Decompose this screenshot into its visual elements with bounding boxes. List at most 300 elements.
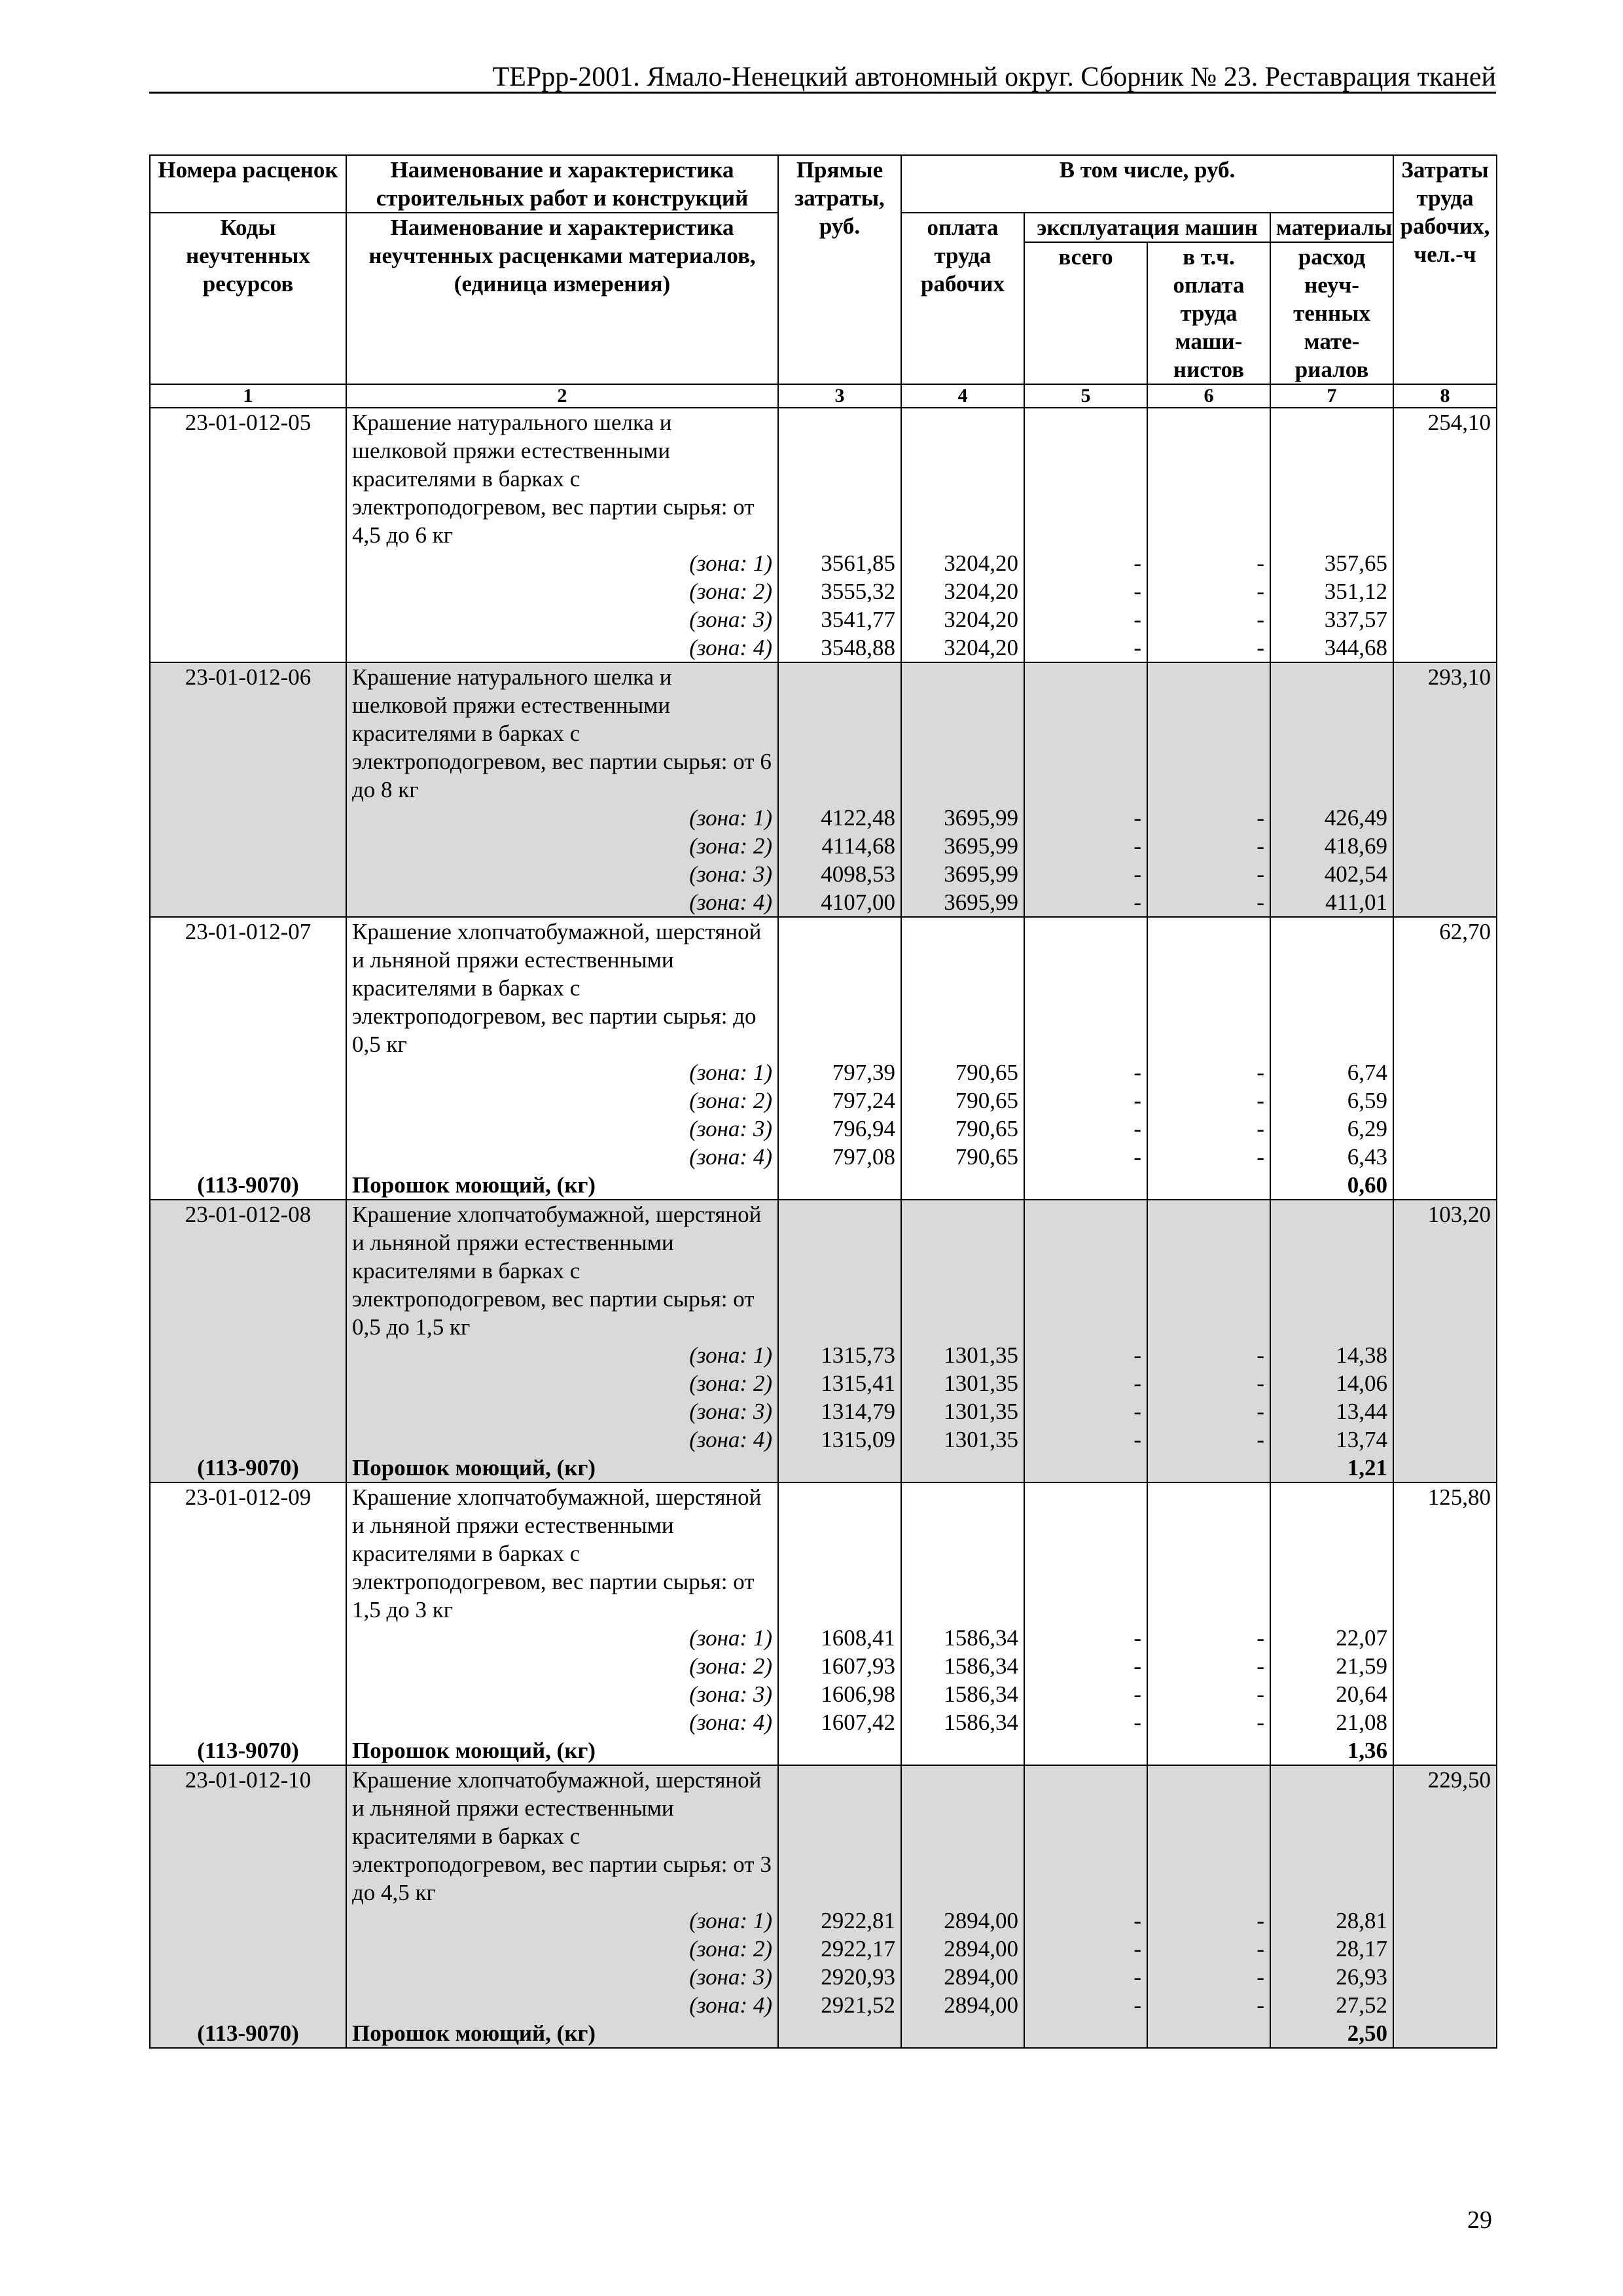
empty-cell — [778, 1454, 901, 1482]
machine-cost: - — [1024, 1991, 1147, 2019]
empty-cell — [1024, 408, 1147, 549]
wage-cost: 1586,34 — [901, 1708, 1024, 1736]
rate-description: Крашение хлопчатобумажной, шерстяной и льняной пряжи естественными красителями в барках с электроподогревом, вес партии сырья: от 1,5 до 3 кг — [346, 1482, 778, 1624]
zone-label: (зона: 4) — [346, 1426, 778, 1454]
rate-description: Крашение хлопчатобумажной, шерстяной и льняной пряжи естественными красителями в барках с электроподогревом, вес партии сырья: от 0,5 до 1,5 кг — [346, 1200, 778, 1341]
zone-label: (зона: 4) — [346, 1708, 778, 1736]
direct-cost: 1315,41 — [778, 1369, 901, 1397]
materials-cost: 426,49 — [1270, 804, 1393, 832]
zone-row — [150, 549, 1497, 577]
empty-cell — [778, 2019, 901, 2048]
empty-cell — [150, 1369, 346, 1397]
machinist-wage: - — [1147, 1991, 1270, 2019]
rate-code: 23-01-012-08 — [150, 1200, 346, 1341]
rate-row — [150, 408, 1497, 549]
zone-label: (зона: 2) — [346, 1086, 778, 1115]
col7-header: расход неуч- тенных мате- риалов — [1270, 242, 1393, 384]
page-header-title: ТЕРрр-2001. Ямало-Ненецкий автономный округ. Сборник № 23. Реставрация тканей — [492, 62, 1496, 92]
materials-header: материалы — [1270, 213, 1393, 242]
empty-cell — [778, 1171, 901, 1200]
col-number: 1 — [150, 384, 346, 408]
machine-cost: - — [1024, 888, 1147, 917]
empty-cell — [150, 1426, 346, 1454]
rate-row — [150, 1765, 1497, 1907]
empty-cell — [150, 804, 346, 832]
rate-row — [150, 1200, 1497, 1341]
direct-cost: 4114,68 — [778, 832, 901, 860]
zone-row — [150, 888, 1497, 917]
empty-cell — [150, 1907, 346, 1935]
empty-cell — [901, 917, 1024, 1058]
labor-hours: 254,10 — [1393, 408, 1497, 662]
machinist-wage: - — [1147, 1115, 1270, 1143]
machine-cost: - — [1024, 804, 1147, 832]
empty-cell — [1270, 917, 1393, 1058]
machine-cost: - — [1024, 1624, 1147, 1652]
rate-code: 23-01-012-06 — [150, 662, 346, 804]
machine-cost: - — [1024, 1369, 1147, 1397]
col4-header: оплата труда рабочих — [901, 213, 1024, 384]
header-rule — [149, 92, 1496, 94]
empty-cell — [150, 1624, 346, 1652]
zone-label: (зона: 1) — [346, 804, 778, 832]
resource-qty: 0,60 — [1270, 1171, 1393, 1200]
empty-cell — [1270, 662, 1393, 804]
resource-code: (113-9070) — [150, 2019, 346, 2048]
empty-cell — [150, 1963, 346, 1991]
col8-header: Затраты труда рабочих, чел.-ч — [1393, 155, 1497, 384]
table-header — [150, 155, 1497, 408]
col2-top-header: Наименование и характеристика строительных работ и конструкций — [346, 155, 778, 213]
col-number: 5 — [1024, 384, 1147, 408]
wage-cost: 3204,20 — [901, 605, 1024, 634]
empty-cell — [1024, 1482, 1147, 1624]
zone-label: (зона: 1) — [346, 1907, 778, 1935]
empty-cell — [150, 605, 346, 634]
machine-cost: - — [1024, 1963, 1147, 1991]
resource-row — [150, 1171, 1497, 1200]
empty-cell — [1024, 1736, 1147, 1765]
materials-cost: 13,44 — [1270, 1397, 1393, 1426]
materials-cost: 20,64 — [1270, 1680, 1393, 1708]
empty-cell — [150, 1058, 346, 1086]
zone-row — [150, 1341, 1497, 1369]
wage-cost: 1301,35 — [901, 1397, 1024, 1426]
materials-cost: 402,54 — [1270, 860, 1393, 888]
machinist-wage: - — [1147, 549, 1270, 577]
resource-qty: 1,21 — [1270, 1454, 1393, 1482]
machinist-wage: - — [1147, 1652, 1270, 1680]
empty-cell — [150, 1991, 346, 2019]
rate-code: 23-01-012-10 — [150, 1765, 346, 1907]
empty-cell — [1024, 2019, 1147, 2048]
machine-cost: - — [1024, 605, 1147, 634]
materials-cost: 28,17 — [1270, 1935, 1393, 1963]
labor-hours: 229,50 — [1393, 1765, 1497, 2048]
machinist-wage: - — [1147, 1708, 1270, 1736]
wage-cost: 2894,00 — [901, 1963, 1024, 1991]
empty-cell — [1270, 1200, 1393, 1341]
zone-label: (зона: 3) — [346, 1680, 778, 1708]
col1-bottom-header: Коды неучтенных ресурсов — [150, 213, 346, 384]
zone-row — [150, 1397, 1497, 1426]
labor-hours: 125,80 — [1393, 1482, 1497, 1765]
zone-row — [150, 860, 1497, 888]
wage-cost: 790,65 — [901, 1115, 1024, 1143]
empty-cell — [1147, 1765, 1270, 1907]
zone-row — [150, 1680, 1497, 1708]
empty-cell — [901, 1765, 1024, 1907]
zone-label: (зона: 3) — [346, 860, 778, 888]
empty-cell — [150, 549, 346, 577]
empty-cell — [1024, 1200, 1147, 1341]
empty-cell — [1147, 408, 1270, 549]
direct-cost: 1315,09 — [778, 1426, 901, 1454]
materials-cost: 21,59 — [1270, 1652, 1393, 1680]
included-header: В том числе, руб. — [901, 155, 1393, 213]
zone-label: (зона: 1) — [346, 549, 778, 577]
empty-cell — [1024, 1765, 1147, 1907]
resource-row — [150, 1454, 1497, 1482]
wage-cost: 3204,20 — [901, 634, 1024, 662]
wage-cost: 1586,34 — [901, 1680, 1024, 1708]
empty-cell — [778, 1736, 901, 1765]
col-number: 2 — [346, 384, 778, 408]
col3-header: Прямые затраты, руб. — [778, 155, 901, 384]
zone-row — [150, 1652, 1497, 1680]
resource-name: Порошок моющий, (кг) — [346, 1736, 778, 1765]
direct-cost: 1315,73 — [778, 1341, 901, 1369]
zone-row — [150, 577, 1497, 605]
wage-cost: 1301,35 — [901, 1369, 1024, 1397]
table-body — [150, 408, 1497, 2048]
empty-cell — [1147, 1200, 1270, 1341]
wage-cost: 3695,99 — [901, 832, 1024, 860]
zone-row — [150, 605, 1497, 634]
wage-cost: 790,65 — [901, 1058, 1024, 1086]
zone-row — [150, 1058, 1497, 1086]
col-number: 4 — [901, 384, 1024, 408]
empty-cell — [901, 1171, 1024, 1200]
resource-name: Порошок моющий, (кг) — [346, 1454, 778, 1482]
zone-row — [150, 1907, 1497, 1935]
machinist-wage: - — [1147, 1143, 1270, 1171]
empty-cell — [901, 408, 1024, 549]
machine-cost: - — [1024, 832, 1147, 860]
rate-row — [150, 662, 1497, 804]
wage-cost: 2894,00 — [901, 1991, 1024, 2019]
empty-cell — [778, 1200, 901, 1341]
direct-cost: 2921,52 — [778, 1991, 901, 2019]
rate-code: 23-01-012-07 — [150, 917, 346, 1058]
rate-description: Крашение хлопчатобумажной, шерстяной и льняной пряжи естественными красителями в барках с электроподогревом, вес партии сырья: от 3 до 4,5 кг — [346, 1765, 778, 1907]
zone-label: (зона: 2) — [346, 1935, 778, 1963]
materials-cost: 6,43 — [1270, 1143, 1393, 1171]
machinist-wage: - — [1147, 1341, 1270, 1369]
col2-bottom-header: Наименование и характеристика неучтенных расценками материалов, (единица измерения) — [346, 213, 778, 384]
direct-cost: 3548,88 — [778, 634, 901, 662]
machine-cost: - — [1024, 1341, 1147, 1369]
empty-cell — [901, 662, 1024, 804]
col-number: 6 — [1147, 384, 1270, 408]
machine-cost: - — [1024, 549, 1147, 577]
empty-cell — [150, 832, 346, 860]
wage-cost: 1301,35 — [901, 1426, 1024, 1454]
direct-cost: 1608,41 — [778, 1624, 901, 1652]
resource-row — [150, 1736, 1497, 1765]
materials-cost: 26,93 — [1270, 1963, 1393, 1991]
zone-row — [150, 832, 1497, 860]
resource-qty: 2,50 — [1270, 2019, 1393, 2048]
empty-cell — [778, 1482, 901, 1624]
wage-cost: 1586,34 — [901, 1624, 1024, 1652]
machine-cost: - — [1024, 1680, 1147, 1708]
machine-cost: - — [1024, 634, 1147, 662]
empty-cell — [901, 1482, 1024, 1624]
zone-row — [150, 1369, 1497, 1397]
page-number: 29 — [1467, 2206, 1492, 2234]
wage-cost: 2894,00 — [901, 1935, 1024, 1963]
machinist-wage: - — [1147, 888, 1270, 917]
wage-cost: 3695,99 — [901, 804, 1024, 832]
direct-cost: 4107,00 — [778, 888, 901, 917]
machine-cost: - — [1024, 1143, 1147, 1171]
empty-cell — [150, 577, 346, 605]
col6-header: в т.ч. оплата труда маши- нистов — [1147, 242, 1270, 384]
rate-description: Крашение натурального шелка и шелковой пряжи естественными красителями в барках с электроподогревом, вес партии сырья: от 6 до 8 кг — [346, 662, 778, 804]
empty-cell — [901, 1200, 1024, 1341]
wage-cost: 3695,99 — [901, 888, 1024, 917]
zone-row — [150, 804, 1497, 832]
empty-cell — [778, 1765, 901, 1907]
wage-cost: 790,65 — [901, 1143, 1024, 1171]
zone-label: (зона: 3) — [346, 1115, 778, 1143]
materials-cost: 351,12 — [1270, 577, 1393, 605]
empty-cell — [1024, 662, 1147, 804]
zone-label: (зона: 4) — [346, 1143, 778, 1171]
labor-hours: 293,10 — [1393, 662, 1497, 917]
empty-cell — [1147, 2019, 1270, 2048]
zone-label: (зона: 1) — [346, 1058, 778, 1086]
zone-label: (зона: 1) — [346, 1624, 778, 1652]
zone-label: (зона: 3) — [346, 1397, 778, 1426]
empty-cell — [150, 1341, 346, 1369]
machinist-wage: - — [1147, 832, 1270, 860]
machine-cost: - — [1024, 860, 1147, 888]
direct-cost: 1606,98 — [778, 1680, 901, 1708]
direct-cost: 4098,53 — [778, 860, 901, 888]
machinist-wage: - — [1147, 860, 1270, 888]
materials-cost: 27,52 — [1270, 1991, 1393, 2019]
machinist-wage: - — [1147, 1369, 1270, 1397]
resource-code: (113-9070) — [150, 1736, 346, 1765]
resource-row — [150, 2019, 1497, 2048]
direct-cost: 2922,81 — [778, 1907, 901, 1935]
direct-cost: 4122,48 — [778, 804, 901, 832]
empty-cell — [150, 888, 346, 917]
wage-cost: 3695,99 — [901, 860, 1024, 888]
direct-cost: 1314,79 — [778, 1397, 901, 1426]
materials-cost: 6,29 — [1270, 1115, 1393, 1143]
empty-cell — [150, 1708, 346, 1736]
direct-cost: 796,94 — [778, 1115, 901, 1143]
resource-name: Порошок моющий, (кг) — [346, 1171, 778, 1200]
machinist-wage: - — [1147, 1907, 1270, 1935]
materials-cost: 21,08 — [1270, 1708, 1393, 1736]
col5-header: всего — [1024, 242, 1147, 384]
col1-top-header: Номера расценок — [150, 155, 346, 213]
zone-label: (зона: 3) — [346, 605, 778, 634]
empty-cell — [1147, 1482, 1270, 1624]
empty-cell — [150, 1086, 346, 1115]
labor-hours: 62,70 — [1393, 917, 1497, 1200]
direct-cost: 1607,42 — [778, 1708, 901, 1736]
empty-cell — [150, 1115, 346, 1143]
rate-row — [150, 1482, 1497, 1624]
wage-cost: 3204,20 — [901, 577, 1024, 605]
empty-cell — [1270, 1482, 1393, 1624]
materials-cost: 6,59 — [1270, 1086, 1393, 1115]
wage-cost: 2894,00 — [901, 1907, 1024, 1935]
resource-qty: 1,36 — [1270, 1736, 1393, 1765]
machine-cost: - — [1024, 577, 1147, 605]
resource-code: (113-9070) — [150, 1171, 346, 1200]
empty-cell — [150, 1680, 346, 1708]
direct-cost: 2920,93 — [778, 1963, 901, 1991]
direct-cost: 797,39 — [778, 1058, 901, 1086]
empty-cell — [1147, 662, 1270, 804]
materials-cost: 14,06 — [1270, 1369, 1393, 1397]
empty-cell — [150, 1397, 346, 1426]
direct-cost: 797,24 — [778, 1086, 901, 1115]
rate-description: Крашение хлопчатобумажной, шерстяной и льняной пряжи естественными красителями в барках с электроподогревом, вес партии сырья: до 0,5 кг — [346, 917, 778, 1058]
col-number: 7 — [1270, 384, 1393, 408]
wage-cost: 1586,34 — [901, 1652, 1024, 1680]
materials-cost: 344,68 — [1270, 634, 1393, 662]
zone-label: (зона: 4) — [346, 888, 778, 917]
direct-cost: 3555,32 — [778, 577, 901, 605]
rate-code: 23-01-012-09 — [150, 1482, 346, 1624]
zone-row — [150, 1935, 1497, 1963]
empty-cell — [1147, 1171, 1270, 1200]
empty-cell — [901, 2019, 1024, 2048]
machinist-wage: - — [1147, 1624, 1270, 1652]
machine-cost: - — [1024, 1935, 1147, 1963]
machinist-wage: - — [1147, 577, 1270, 605]
zone-row — [150, 1708, 1497, 1736]
zone-label: (зона: 1) — [346, 1341, 778, 1369]
empty-cell — [150, 860, 346, 888]
zone-label: (зона: 4) — [346, 634, 778, 662]
direct-cost: 3541,77 — [778, 605, 901, 634]
wage-cost: 790,65 — [901, 1086, 1024, 1115]
materials-cost: 13,74 — [1270, 1426, 1393, 1454]
materials-cost: 28,81 — [1270, 1907, 1393, 1935]
zone-label: (зона: 2) — [346, 1369, 778, 1397]
empty-cell — [778, 662, 901, 804]
machinist-wage: - — [1147, 1397, 1270, 1426]
empty-cell — [1270, 1765, 1393, 1907]
zone-row — [150, 1624, 1497, 1652]
machine-cost: - — [1024, 1652, 1147, 1680]
machine-cost: - — [1024, 1086, 1147, 1115]
materials-cost: 411,01 — [1270, 888, 1393, 917]
direct-cost: 1607,93 — [778, 1652, 901, 1680]
rate-description: Крашение натурального шелка и шелковой пряжи естественными красителями в барках с электроподогревом, вес партии сырья: от 4,5 до 6 кг — [346, 408, 778, 549]
wage-cost: 3204,20 — [901, 549, 1024, 577]
machinist-wage: - — [1147, 1963, 1270, 1991]
zone-label: (зона: 3) — [346, 1963, 778, 1991]
resource-name: Порошок моющий, (кг) — [346, 2019, 778, 2048]
zone-row — [150, 1426, 1497, 1454]
machine-cost: - — [1024, 1907, 1147, 1935]
empty-cell — [901, 1454, 1024, 1482]
machinist-wage: - — [1147, 804, 1270, 832]
zone-label: (зона: 2) — [346, 1652, 778, 1680]
machinist-wage: - — [1147, 605, 1270, 634]
zone-row — [150, 1991, 1497, 2019]
machinist-wage: - — [1147, 1680, 1270, 1708]
resource-code: (113-9070) — [150, 1454, 346, 1482]
zone-row — [150, 1143, 1497, 1171]
labor-hours: 103,20 — [1393, 1200, 1497, 1482]
machinist-wage: - — [1147, 634, 1270, 662]
direct-cost: 797,08 — [778, 1143, 901, 1171]
empty-cell — [778, 917, 901, 1058]
zone-label: (зона: 2) — [346, 832, 778, 860]
machine-cost: - — [1024, 1058, 1147, 1086]
empty-cell — [1024, 917, 1147, 1058]
rate-code: 23-01-012-05 — [150, 408, 346, 549]
zone-label: (зона: 4) — [346, 1991, 778, 2019]
machinist-wage: - — [1147, 1086, 1270, 1115]
empty-cell — [1147, 1454, 1270, 1482]
machines-header: эксплуатация машин — [1024, 213, 1270, 242]
rates-table — [149, 154, 1497, 2049]
empty-cell — [150, 1652, 346, 1680]
direct-cost: 3561,85 — [778, 549, 901, 577]
zone-label: (зона: 2) — [346, 577, 778, 605]
materials-cost: 6,74 — [1270, 1058, 1393, 1086]
empty-cell — [1147, 1736, 1270, 1765]
machine-cost: - — [1024, 1397, 1147, 1426]
direct-cost: 2922,17 — [778, 1935, 901, 1963]
empty-cell — [1024, 1454, 1147, 1482]
zone-row — [150, 1963, 1497, 1991]
empty-cell — [901, 1736, 1024, 1765]
zone-row — [150, 1086, 1497, 1115]
materials-cost: 357,65 — [1270, 549, 1393, 577]
empty-cell — [1270, 408, 1393, 549]
empty-cell — [150, 1935, 346, 1963]
machine-cost: - — [1024, 1708, 1147, 1736]
empty-cell — [1147, 917, 1270, 1058]
materials-cost: 22,07 — [1270, 1624, 1393, 1652]
col-number: 8 — [1393, 384, 1497, 408]
machinist-wage: - — [1147, 1058, 1270, 1086]
zone-row — [150, 634, 1497, 662]
wage-cost: 1301,35 — [901, 1341, 1024, 1369]
empty-cell — [150, 634, 346, 662]
zone-row — [150, 1115, 1497, 1143]
empty-cell — [1024, 1171, 1147, 1200]
col-number: 3 — [778, 384, 901, 408]
materials-cost: 418,69 — [1270, 832, 1393, 860]
machine-cost: - — [1024, 1426, 1147, 1454]
machinist-wage: - — [1147, 1426, 1270, 1454]
rate-row — [150, 917, 1497, 1058]
empty-cell — [778, 408, 901, 549]
